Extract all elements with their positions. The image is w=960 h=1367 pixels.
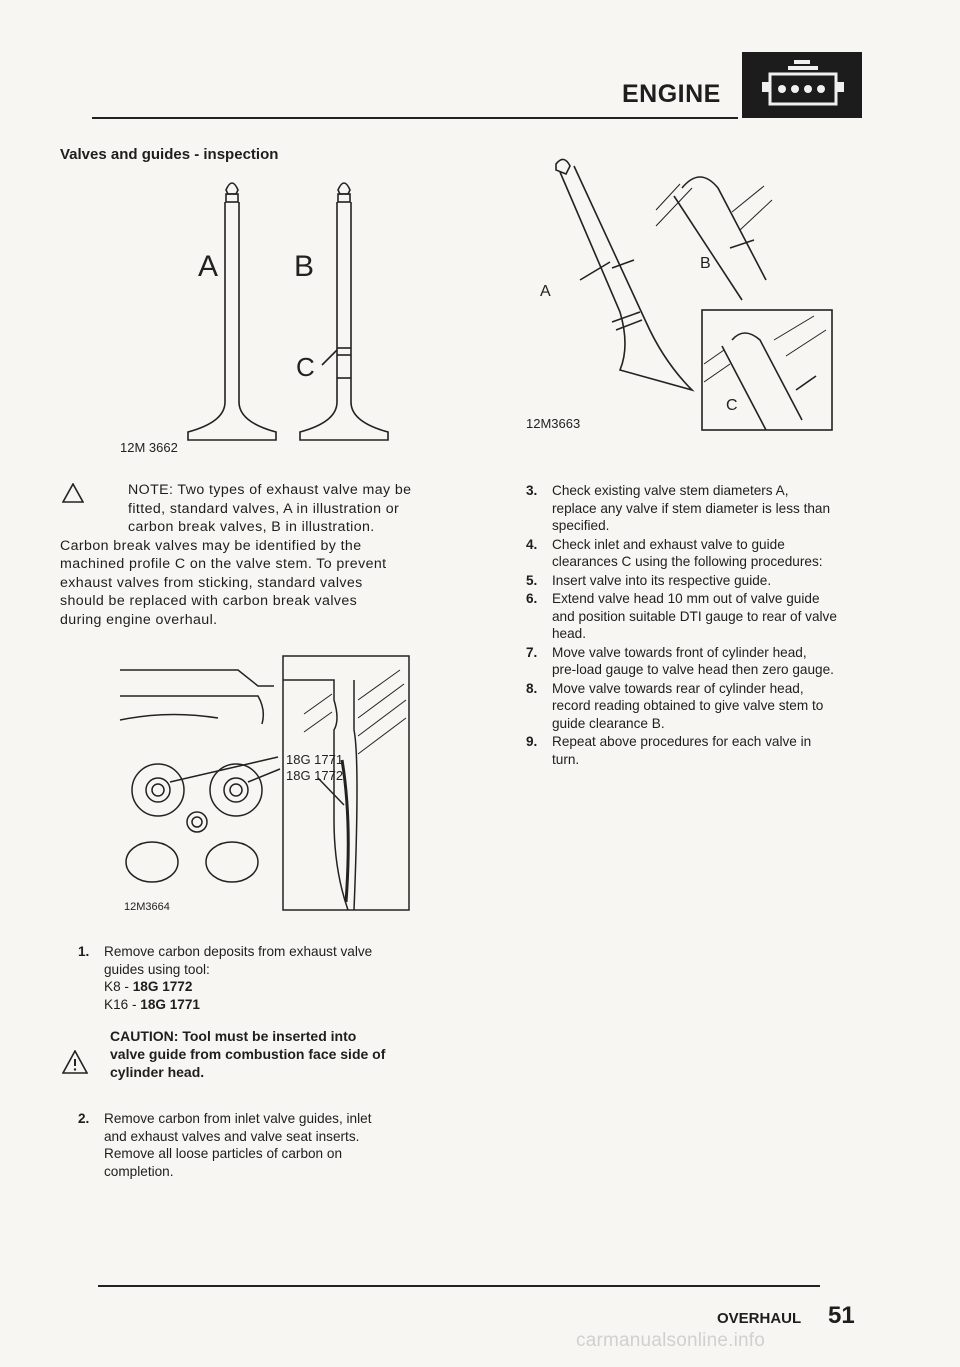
- step-line: guide clearance B.: [552, 715, 665, 731]
- tools-figure: [108, 640, 418, 920]
- caution-triangle-icon: [62, 1050, 88, 1074]
- step-5: [526, 572, 876, 590]
- step-line: record reading obtained to give valve stem to: [552, 698, 824, 713]
- step-line: and position suitable DTI gauge to rear of valve: [552, 608, 837, 624]
- note-line: machined profile C on the valve stem. To prevent: [60, 556, 387, 572]
- footer-section-name: OVERHAUL: [717, 1310, 802, 1327]
- step-number: 3.: [526, 483, 538, 498]
- valve-b-label: B: [294, 250, 315, 283]
- step-7: [526, 644, 876, 679]
- step-number: 9.: [526, 734, 538, 749]
- note-line: fitted, standard valves, A in illustration or: [128, 500, 400, 517]
- tool-label-2: 18G 1772: [286, 768, 344, 783]
- step-number: 7.: [526, 644, 538, 660]
- note-line: Carbon break valves may be identified by the: [60, 537, 362, 554]
- step-line: and exhaust valves and valve seat inserts.: [104, 1128, 360, 1144]
- step-line: Extend valve head 10 mm out of valve guide: [552, 591, 820, 606]
- valve-a-label: A: [198, 250, 219, 283]
- tool-label-1: 18G 1771: [286, 752, 344, 767]
- k8-prefix: K8 -: [104, 979, 133, 994]
- step-number: 4.: [526, 536, 538, 552]
- step-line: Insert valve into its respective guide.: [552, 572, 772, 588]
- step-line: Move valve towards rear of cylinder head,: [552, 680, 804, 696]
- caution-text: [110, 1027, 460, 1081]
- page-header-title: ENGINE: [622, 80, 721, 108]
- note-line: exhaust valves from sticking, standard valves: [60, 574, 363, 591]
- guide-b-label: B: [700, 255, 711, 272]
- note-line: carbon break valves, B in illustration.: [128, 519, 375, 535]
- valve-guide-figure: [504, 150, 844, 440]
- note-line: during engine overhaul.: [60, 611, 218, 628]
- step-line: guides using tool:: [104, 961, 210, 977]
- guide-a-label: A: [540, 283, 551, 300]
- guide-c-label: C: [726, 397, 738, 414]
- page-number: 51: [828, 1302, 855, 1329]
- step-line: Repeat above procedures for each valve in: [552, 734, 812, 749]
- step-number: 8.: [526, 680, 538, 696]
- step-line: Move valve towards front of cylinder head,: [552, 644, 807, 660]
- figure-code: 12M3664: [124, 901, 170, 913]
- figure-code: 12M 3662: [120, 440, 178, 455]
- section-title: Valves and guides - inspection: [60, 146, 279, 163]
- note-line: NOTE: Two types of exhaust valve may be: [128, 482, 412, 498]
- step-4: [526, 536, 876, 571]
- step-8: [526, 680, 876, 733]
- note-text: [60, 481, 450, 629]
- step-line: replace any valve if stem diameter is less than: [552, 500, 831, 516]
- footer-rule: [98, 1285, 820, 1287]
- step-line: turn.: [552, 751, 580, 767]
- step-number: 5.: [526, 572, 538, 588]
- step-line: Remove carbon deposits from exhaust valve: [104, 944, 373, 959]
- caution-line: CAUTION: Tool must be inserted into: [110, 1028, 357, 1044]
- step-number: 2.: [78, 1111, 90, 1126]
- step-line: Remove carbon from inlet valve guides, inlet: [104, 1111, 372, 1126]
- step-line: Remove all loose particles of carbon on: [104, 1146, 343, 1161]
- step-number: 6.: [526, 591, 538, 606]
- step-line: specified.: [552, 518, 610, 533]
- k16-tool: 18G 1771: [140, 996, 200, 1012]
- step-line: clearances C using the following procedures:: [552, 554, 823, 569]
- step-1: [78, 943, 458, 1014]
- inspection-steps: [526, 482, 876, 769]
- caution-line: valve guide from combustion face side of: [110, 1046, 386, 1062]
- step-3: [526, 482, 876, 535]
- k8-tool: 18G 1772: [132, 979, 193, 994]
- step-line: Check inlet and exhaust valve to guide: [552, 536, 785, 552]
- header-rule: [92, 117, 738, 119]
- step-number: 1.: [78, 944, 90, 959]
- valve-c-label: C: [296, 352, 315, 382]
- step-2: [78, 1110, 458, 1181]
- step-6: [526, 590, 876, 643]
- note-line: should be replaced with carbon break valves: [60, 593, 358, 609]
- figure-code: 12M3663: [526, 416, 581, 431]
- step-line: Check existing valve stem diameters A,: [552, 483, 789, 498]
- engine-icon: [742, 52, 862, 118]
- step-9: [526, 733, 876, 768]
- watermark: carmanualsonline.info: [576, 1330, 766, 1351]
- step-line: pre-load gauge to valve head then zero gauge.: [552, 662, 834, 677]
- k16-prefix: K16 -: [104, 996, 141, 1012]
- valves-figure: [108, 170, 428, 455]
- caution-line: cylinder head.: [110, 1064, 205, 1080]
- step-line: completion.: [104, 1163, 174, 1179]
- step-line: head.: [552, 626, 587, 641]
